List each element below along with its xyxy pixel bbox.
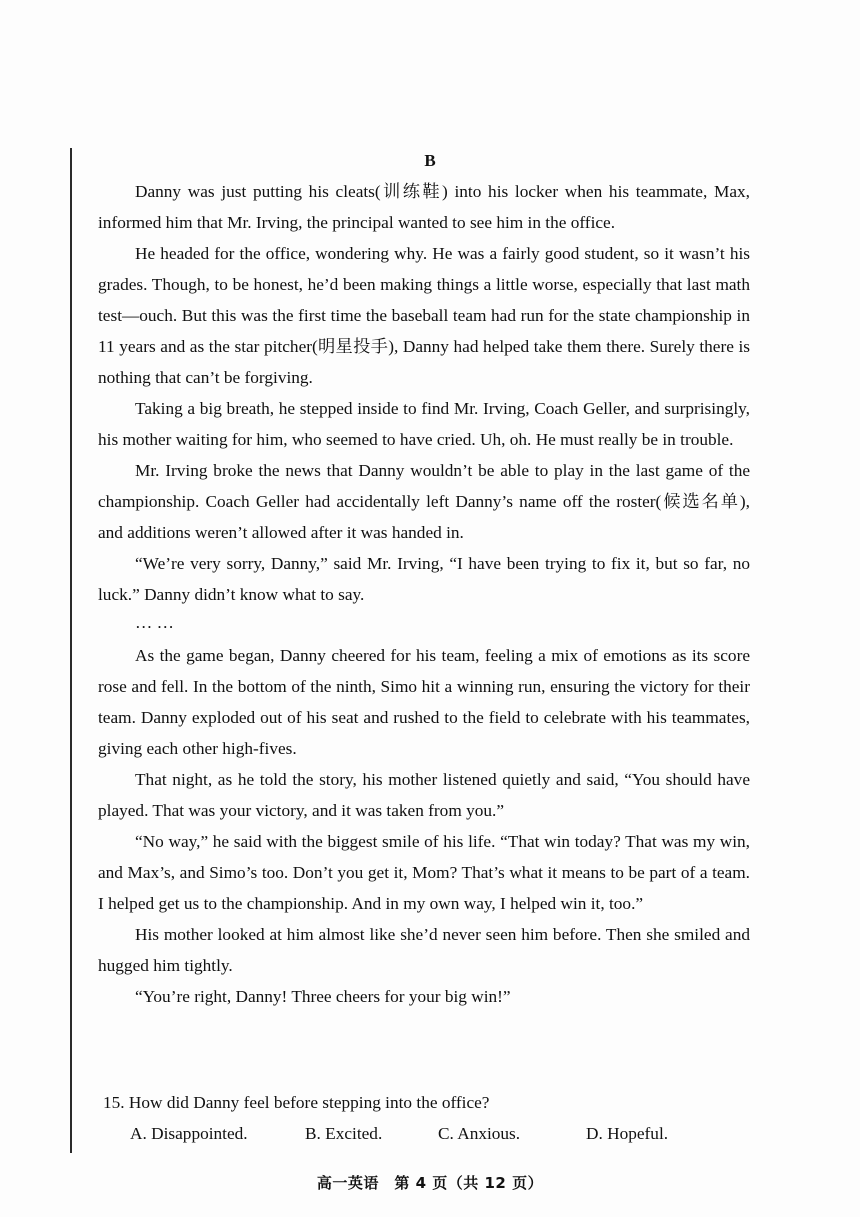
passage-paragraph: As the game began, Danny cheered for his team, feeling a mix of emotions as its score rose and fell. In the bottom of the ninth, Simo hit a winning run, ensuring the victory for their team. Danny exploded out of his seat and rushed to the field to celebrate with his teammates, giving each other high-fives. (98, 646, 750, 758)
option-a: A. Disappointed. (130, 1124, 248, 1143)
passage-paragraph: Mr. Irving broke the news that Danny wouldn’t be able to play in the last game of the championship. Coach Geller had accidentally left Danny’s name off the roster(候选名单), and additions weren’t allowed after it was handed in. (98, 461, 750, 542)
option-c: C. Anxious. (438, 1124, 521, 1143)
option-b: B. Excited. (305, 1124, 383, 1143)
passage-paragraph: “You’re right, Danny! Three cheers for your big win!” (135, 987, 511, 1006)
margin-rule (70, 148, 72, 1153)
question-stem: 15. How did Danny feel before stepping into the office? (103, 1093, 490, 1112)
passage-paragraph: Danny was just putting his cleats(训练鞋) into his locker when his teammate, Max, informed him that Mr. Irving, the principal wanted to see him in the office. (98, 182, 750, 232)
passage-paragraph: That night, as he told the story, his mother listened quietly and said, “You should have played. That was your victory, and it was taken from you.” (98, 770, 750, 820)
passage-paragraph: Taking a big breath, he stepped inside to find Mr. Irving, Coach Geller, and surprisingly, his mother waiting for him, who seemed to have cried. Uh, oh. He must really be in trouble. (98, 399, 750, 449)
page-footer: 高一英语 第 4 页（共 12 页） (316, 1174, 544, 1192)
option-d: D. Hopeful. (586, 1124, 669, 1143)
passage-paragraph: “No way,” he said with the biggest smile of his life. “That win today? That was my win, and Max’s, and Simo’s too. Don’t you get it, Mom? That’s what it means to be part of a team. I helped get us to the championship. And in my own way, I helped win it, too.” (98, 832, 750, 913)
passage-paragraph: He headed for the office, wondering why. He was a fairly good student, so it wasn’t his grades. Though, to be honest, he’d been making things a little worse, especially that last math test—ouch. But this was the first time the baseball team had run for the state championship in 11 years and as the star pitcher(明星投手), Danny had helped take them there. Surely there is nothing that can’t be forgiving. (98, 244, 750, 387)
reading-passage (98, 176, 750, 1012)
passage-ellipsis: … … (135, 613, 174, 632)
passage-paragraph: His mother looked at him almost like she’d never seen him before. Then she smiled and hugged him tightly. (98, 925, 750, 975)
passage-paragraph: “We’re very sorry, Danny,” said Mr. Irving, “I have been trying to fix it, but so far, no luck.” Danny didn’t know what to say. (98, 554, 750, 604)
section-heading: B (424, 151, 436, 170)
